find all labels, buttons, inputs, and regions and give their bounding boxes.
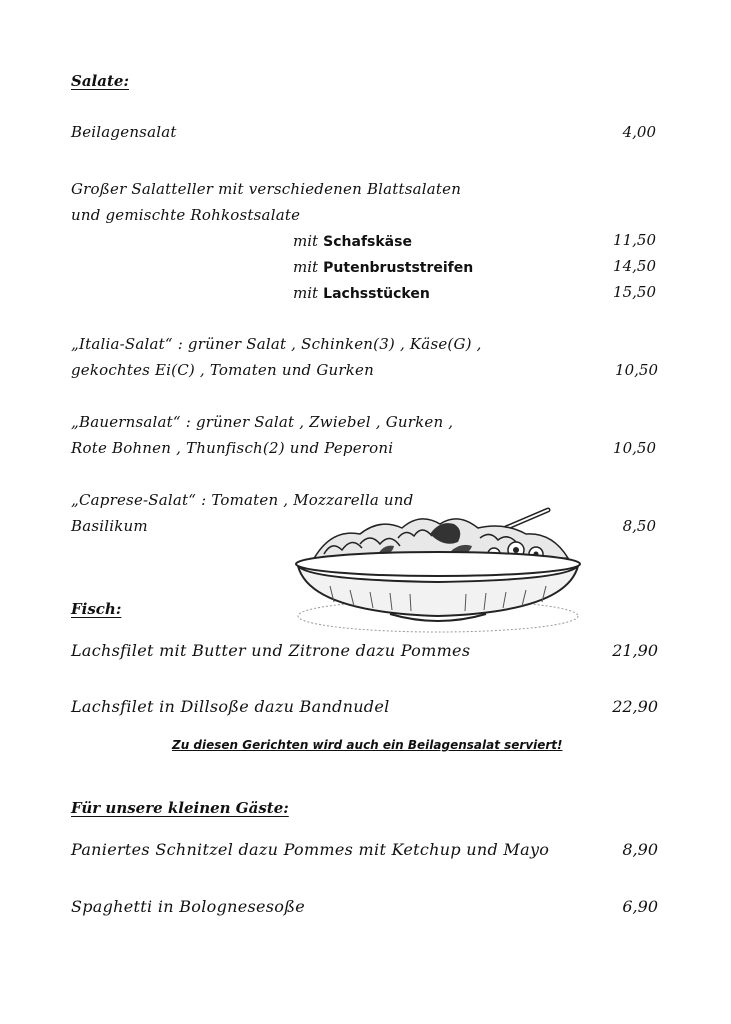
option-price-putenbruststreifen: 14,50 [613,257,656,275]
section-heading-fisch: Fisch: [71,600,122,618]
item-desc-italia-line2: gekochtes Ei(C) , Tomaten und Gurken [71,361,374,379]
item-name-schnitzel: Paniertes Schnitzel dazu Pommes mit Ketchup und Mayo [71,840,550,859]
item-desc-caprese-line1: „Caprese-Salat“ : Tomaten , Mozzarella und [71,491,414,509]
option-name: Lachsstücken [323,286,430,302]
item-price-schnitzel: 8,90 [622,840,658,859]
option-lachsstuecken [293,283,430,302]
item-name-lachsfilet-butter: Lachsfilet mit Butter und Zitrone dazu Pommes [71,641,471,660]
option-schafskaese [293,231,412,250]
option-prefix: mit [293,284,319,302]
item-desc-bauern-line2: Rote Bohnen , Thunfisch(2) und Peperoni [71,439,394,457]
option-price-schafskaese: 11,50 [613,231,656,249]
option-prefix: mit [293,258,319,276]
item-desc-caprese-line2: Basilikum [71,517,148,535]
item-name-lachsfilet-dill: Lachsfilet in Dillsoße dazu Bandnudel [71,697,390,716]
item-price-lachsfilet-dill: 22,90 [612,697,658,716]
option-name: Putenbruststreifen [323,260,474,276]
item-price-caprese: 8,50 [622,517,656,535]
option-prefix: mit [293,232,319,250]
item-desc-italia-line1: „Italia-Salat“ : grüner Salat , Schinken(3) , Käse(G) , [71,335,482,353]
option-putenbruststreifen [293,257,473,276]
option-price-lachsstuecken: 15,50 [613,283,656,301]
salad-bowl-illustration [290,494,586,634]
side-salad-note: Zu diesen Gerichten wird auch ein Beilagensalat serviert! [172,738,563,752]
item-price-beilagensalat: 4,00 [622,123,656,141]
section-heading-salate: Salate: [71,72,129,90]
item-price-bauern: 10,50 [613,439,656,457]
section-heading-kinder: Für unsere kleinen Gäste: [71,799,289,817]
item-desc-salatteller-line2: und gemischte Rohkostsalate [71,206,301,224]
item-price-italia: 10,50 [615,361,658,379]
item-desc-salatteller-line1: Großer Salatteller mit verschiedenen Blattsalaten [71,180,462,198]
item-price-spaghetti: 6,90 [622,897,658,916]
item-price-lachsfilet-butter: 21,90 [612,641,658,660]
option-name: Schafskäse [323,234,412,250]
item-desc-bauern-line1: „Bauernsalat“ : grüner Salat , Zwiebel , Gurken , [71,413,454,431]
item-name-spaghetti: Spaghetti in Bolognesesoße [71,897,305,916]
item-name-beilagensalat: Beilagensalat [71,123,177,141]
